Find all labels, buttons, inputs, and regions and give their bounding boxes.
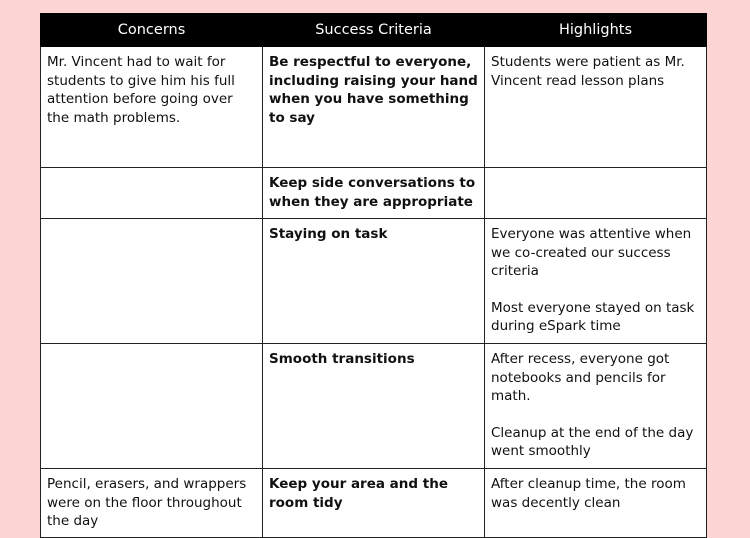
highlight-text: Students were patient as Mr. Vincent read lesson plans [491,54,685,89]
criteria-text: Staying on task [269,226,388,242]
criteria-cell [263,219,485,344]
criteria-text: Smooth transitions [269,351,415,367]
reflection-table-container [40,13,706,538]
criteria-text: Be respectful to everyone, including raising your hand when you have something to say [269,54,478,126]
table-row [41,344,707,469]
header-concerns: Concerns [41,14,263,47]
concern-cell [41,344,263,469]
highlight-text: After cleanup time, the room was decently clean [491,476,686,511]
table-row [41,47,707,168]
table-row [41,168,707,219]
highlights-cell [485,168,707,219]
criteria-cell [263,47,485,168]
highlights-cell [485,47,707,168]
concern-cell [41,47,263,168]
criteria-cell [263,469,485,538]
reflection-table [40,13,707,538]
concern-text: Mr. Vincent had to wait for students to give him his full attention before going over the math problems. [47,54,235,126]
highlights-cell [485,469,707,538]
highlights-cell [485,219,707,344]
concern-cell [41,219,263,344]
highlight-text: Everyone was attentive when we co-created our success criteria [491,226,692,279]
highlight-text: Cleanup at the end of the day went smoothly [491,424,694,459]
criteria-text: Keep your area and the room tidy [269,476,448,511]
concern-cell [41,168,263,219]
highlights-cell [485,344,707,469]
concern-text: Pencil, erasers, and wrappers were on the floor throughout the day [47,476,247,529]
header-highlights: Highlights [485,14,707,47]
highlight-text: After recess, everyone got notebooks and pencils for math. [491,351,670,404]
criteria-cell [263,344,485,469]
criteria-text: Keep side conversations to when they are appropriate [269,175,476,210]
table-row [41,219,707,344]
highlight-text: Most everyone stayed on task during eSpark time [491,299,695,334]
header-row [41,14,707,47]
criteria-cell [263,168,485,219]
header-success-criteria: Success Criteria [263,14,485,47]
table-row [41,469,707,538]
concern-cell [41,469,263,538]
